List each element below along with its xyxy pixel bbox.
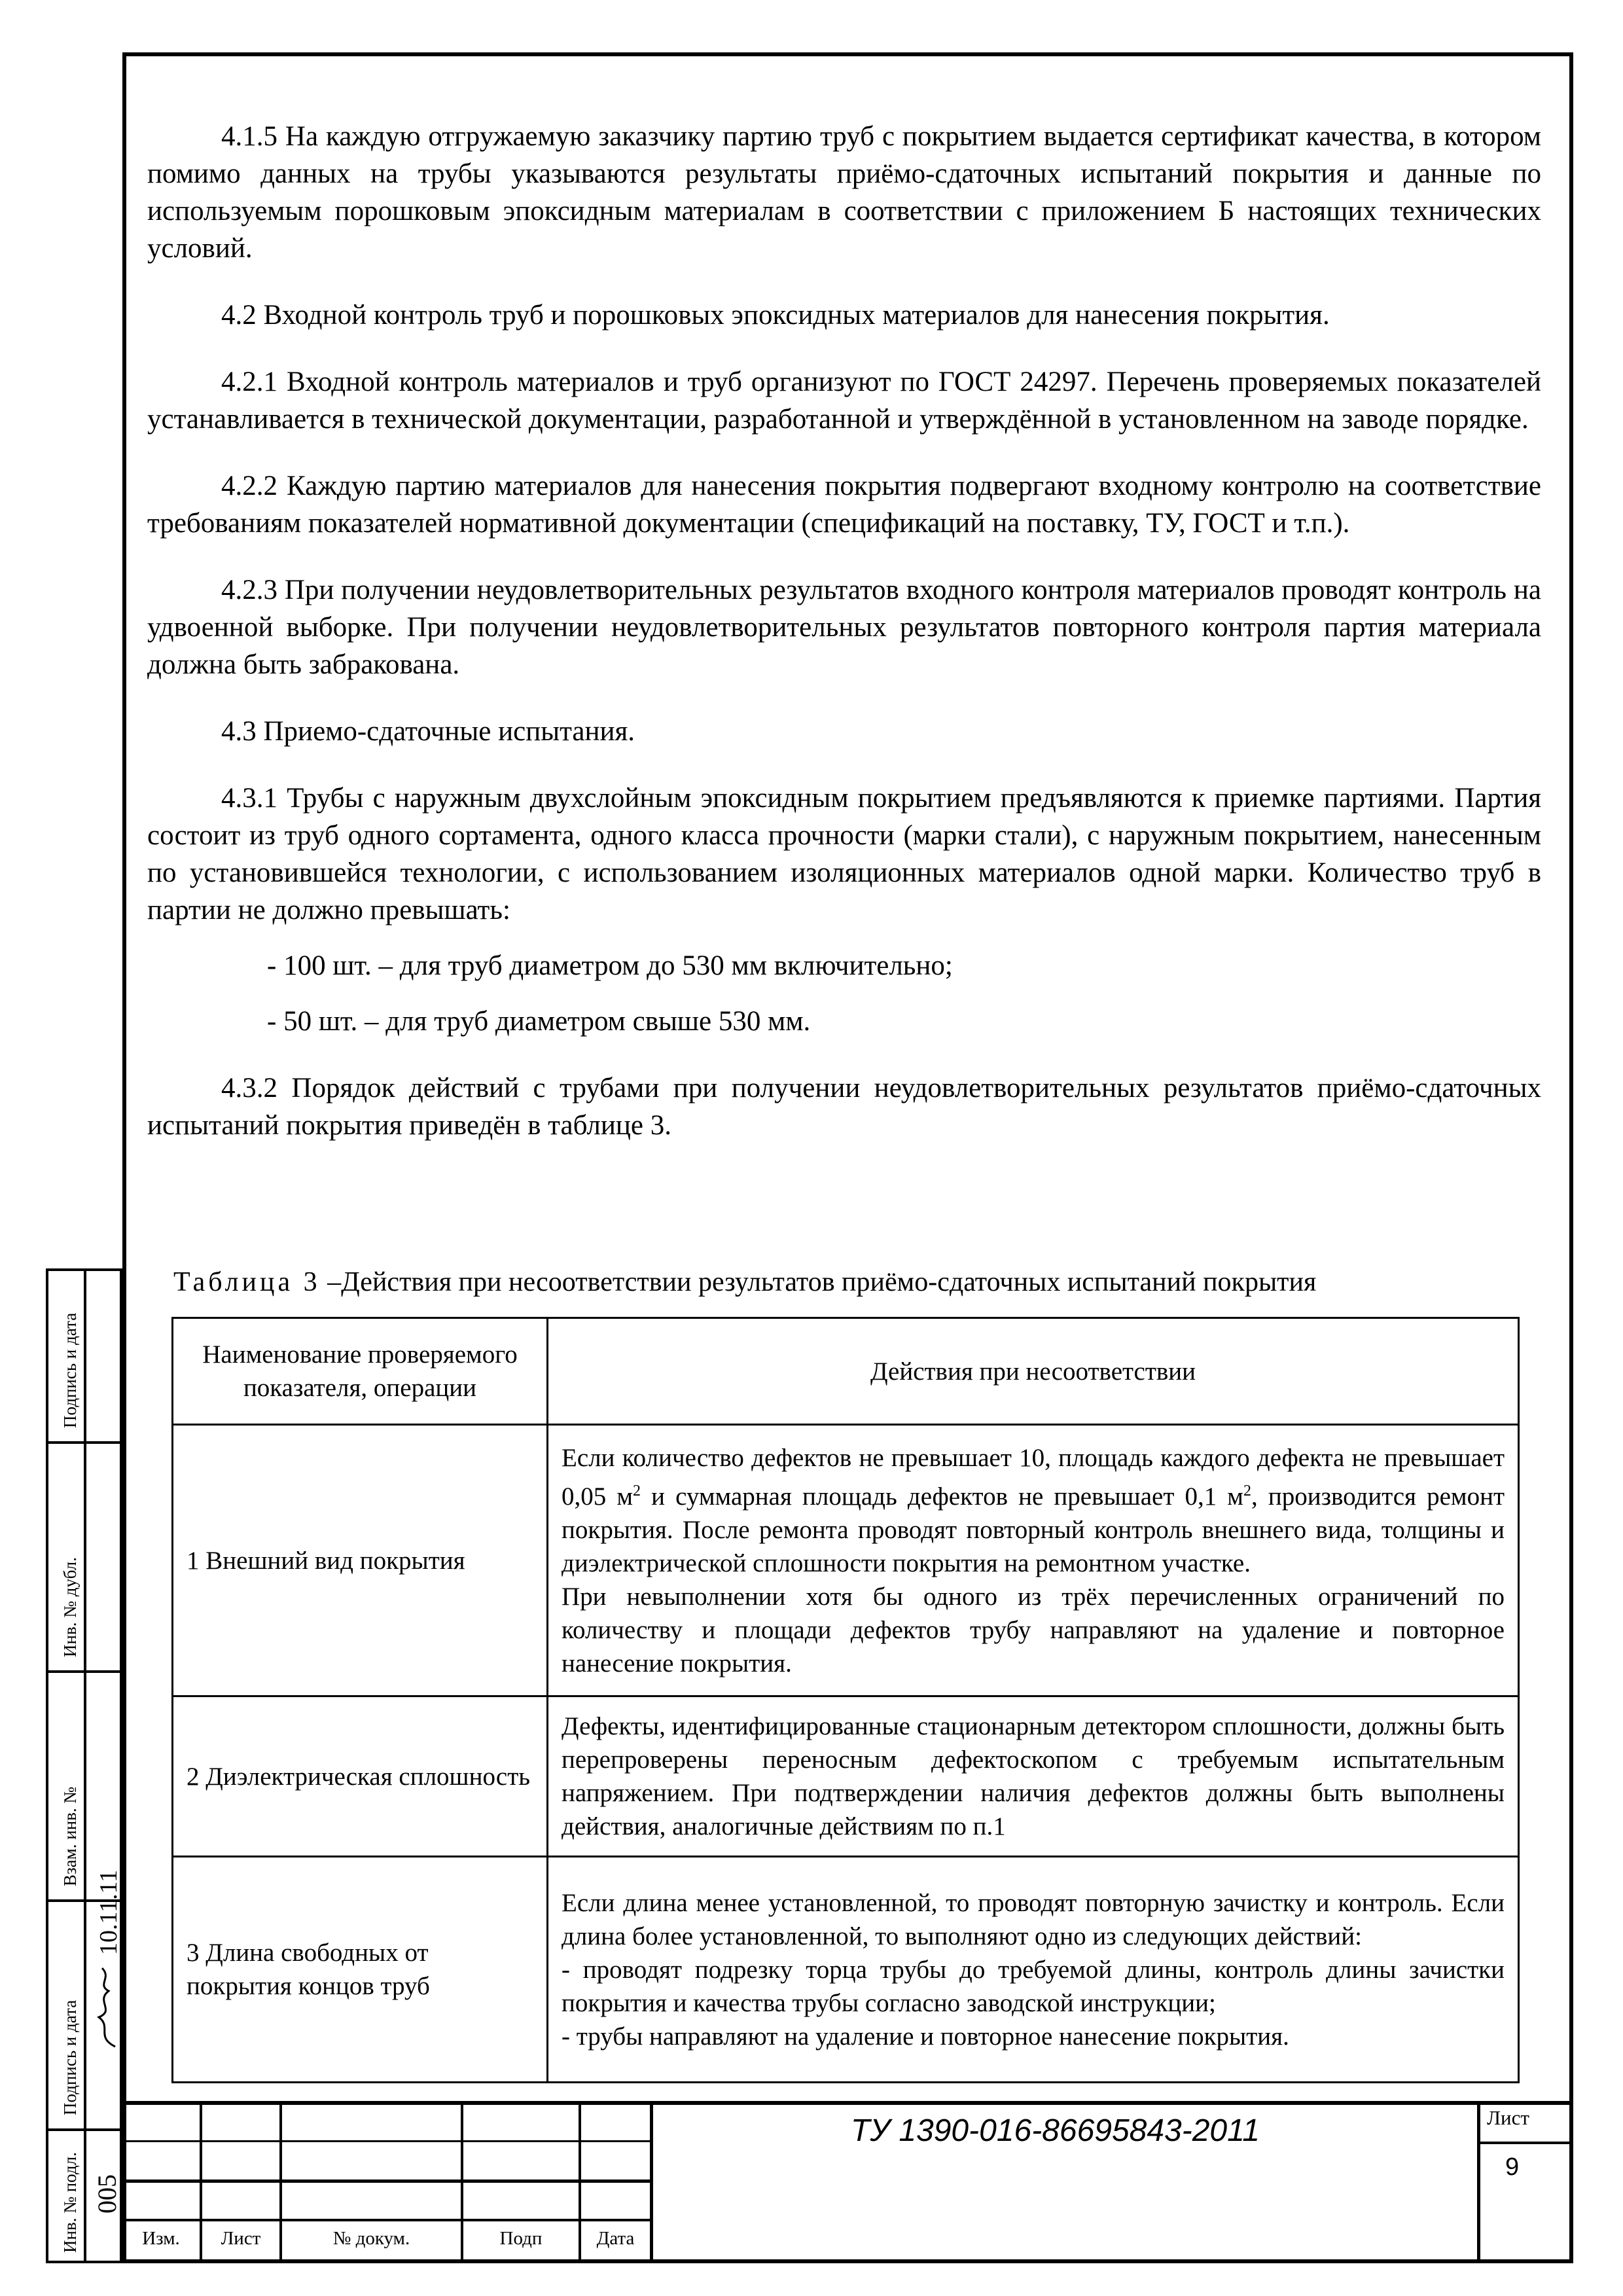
table-caption — [173, 1266, 1541, 1298]
side-label-column — [46, 1268, 86, 2263]
header-actions: Действия при несоответствии — [548, 1318, 1519, 1425]
table-caption-label: Таблица 3 — [173, 1267, 321, 1297]
row-1-name: 1 Внешний вид покрытия — [173, 1425, 548, 1696]
row-1-action: Если количество дефектов не превышает 10, площадь каждого дефекта не превышает 0,05 $м^2$ и суммарная площадь дефектов не превышает 0,1 $м^2$, производится ремонт покрытия. После ремонта проводят повторный контроль внешнего вида, толщины и диэлектрической сплошности покрытия на ремонтном участке. При невыполнении хотя бы одного из трёх перечисленных ограничений по количеству и площади дефектов трубу направляют на удаление и повторное нанесение покрытия. — [548, 1425, 1519, 1696]
document-code: ТУ 1390-016-86695843-2011 — [851, 2113, 1260, 2148]
sheet-number: 9 — [1505, 2153, 1520, 2181]
signature-image — [89, 1965, 122, 2050]
table-row — [173, 1857, 1519, 2083]
side-label-signature-1: Подпись и дата — [60, 1312, 80, 1428]
table-3 — [171, 1317, 1520, 2083]
stamp-label-change: Изм. — [142, 2228, 180, 2249]
inv-number-value: 005 — [92, 2174, 122, 2214]
paragraph-4-2-1: 4.2.1 Входной контроль материалов и труб организуют по ГОСТ 24297. Перечень проверяемых показателей устанавливается в технической документации, разработанной и утверждённой в установленном на заводе порядке. — [147, 367, 1541, 435]
stamp-label-doc-number: № докум. — [332, 2228, 410, 2249]
paragraph-4-2-3: 4.2.3 При получении неудовлетворительных результатов входного контроля материалов проводят контроль на удвоенной выборке. При получении неудовлетворительных результатов повторного контроля партия материала должна быть забракована. — [147, 575, 1541, 680]
side-label-replace-inv: Взам. инв. № — [60, 1786, 80, 1886]
side-label-orig-inv: Инв. № подл. — [60, 2152, 80, 2253]
paragraph-4-2-2: 4.2.2 Каждую партию материалов для нанесения покрытия подвергают входному контролю на соответствие требованиям показателей нормативной документации (спецификаций на поставку, ТУ, ГОСТ и т.п.). — [147, 471, 1541, 539]
table-caption-text: –Действия при несоответствии результатов приёмо-сдаточных испытаний покрытия — [320, 1267, 1317, 1297]
sheet-label: Лист — [1487, 2106, 1529, 2129]
list-item-100: - 100 шт. – для труб диаметром до 530 мм включительно; — [267, 950, 953, 981]
paragraph-4-3-2: 4.3.2 Порядок действий с трубами при получении неудовлетворительных результатов приёмо-сдаточных испытаний покрытия приведён в таблице 3. — [147, 1073, 1541, 1141]
table-header-row — [173, 1318, 1519, 1425]
row-3-name: 3 Длина свободных от покрытия концов труб — [173, 1857, 548, 2083]
paragraph-4-2: 4.2 Входной контроль труб и порошковых эпоксидных материалов для нанесения покрытия. — [221, 300, 1330, 331]
stamp-label-date: Дата — [596, 2228, 635, 2249]
stamp-label-signature: Подп — [499, 2228, 543, 2249]
stamp-label-sheet: Лист — [221, 2228, 261, 2249]
document-body — [147, 118, 1541, 1174]
signature-date: 10.11.11 — [95, 1869, 122, 1955]
side-value-column — [84, 1268, 122, 2263]
paragraph-4-3: 4.3 Приемо-сдаточные испытания. — [221, 716, 635, 747]
paragraph-4-3-1: 4.3.1 Трубы с наружным двухслойным эпоксидным покрытием предъявляются к приемке партиями. Партия состоит из труб одного сортамента, одного класса прочности (марки стали), с наружным покрытием, нанесенным по установившейся технологии, с использованием изоляционных материалов одной марки. Количество труб в партии не должно превышать: — [147, 783, 1541, 925]
row-2-name: 2 Диэлектрическая сплошность — [173, 1696, 548, 1857]
table-row — [173, 1425, 1519, 1696]
header-indicator: Наименование проверяемого показателя, операции — [173, 1318, 548, 1425]
side-label-signature-2: Подпись и дата — [60, 2000, 80, 2115]
list-item-50: - 50 шт. – для труб диаметром свыше 530 мм. — [267, 1006, 811, 1037]
paragraph-4-1-5: 4.1.5 На каждую отгружаемую заказчику партию труб с покрытием выдается сертификат качества, в котором помимо данных на трубы указываются результаты приёмо-сдаточных испытаний покрытия и данные по используемым порошковым эпоксидным материалам в соответствии с приложением Б настоящих технических условий. — [147, 121, 1541, 264]
table-row — [173, 1696, 1519, 1857]
row-2-action: Дефекты, идентифицированные стационарным детектором сплошности, должны быть перепроверены переносным дефектоскопом с требуемым испытательным напряжением. При подтверждении наличия дефектов должны быть выполнены действия, аналогичные действиям по п.1 — [548, 1696, 1519, 1857]
side-strip — [46, 1268, 122, 2263]
side-label-dup-inv: Инв. № дубл. — [60, 1557, 80, 1657]
row-3-action: Если длина менее установленной, то проводят повторную зачистку и контроль. Если длина более установленной, то выполняют одно из следующих действий: - проводят подрезку торца трубы до требуемой длины, контроль длины зачистки покрытия и качества трубы согласно заводской инструкции; - трубы направляют на удаление и повторное нанесение покрытия. — [548, 1857, 1519, 2083]
